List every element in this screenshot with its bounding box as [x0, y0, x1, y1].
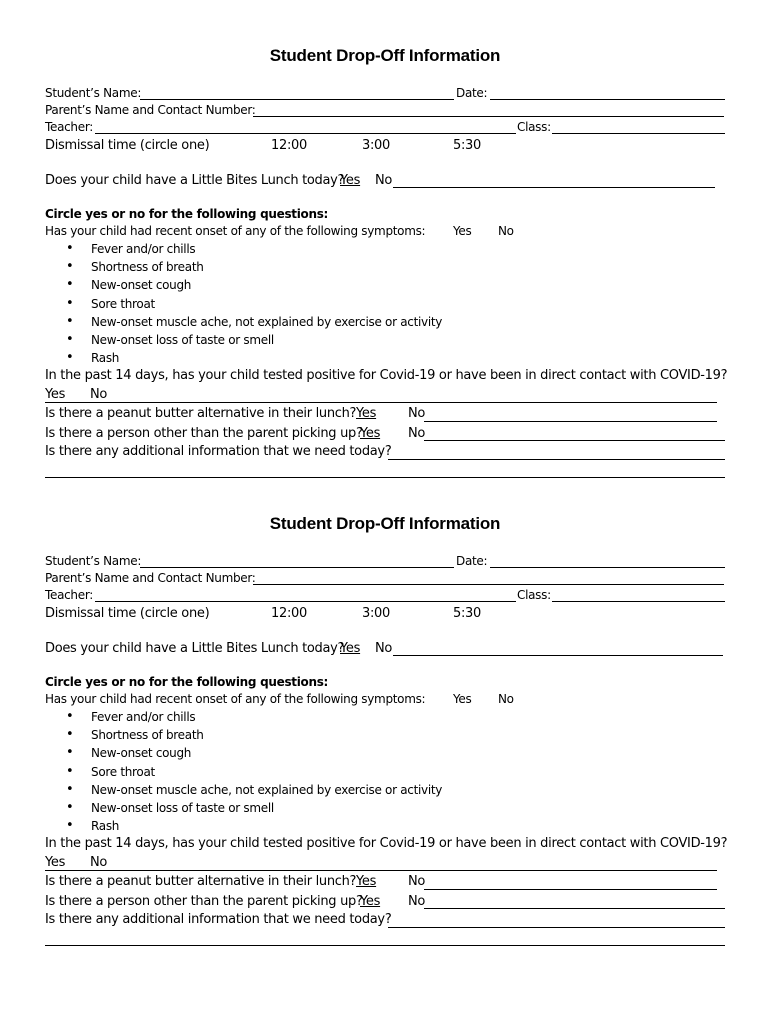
lunch-line [393, 655, 723, 656]
peanut-line [424, 421, 717, 422]
dismissal-option-1200[interactable]: 12:00 [271, 606, 307, 621]
symptom-list [46, 240, 546, 367]
additional-info-question: Is there any additional information that we need today? [45, 444, 392, 459]
symptoms-no-option[interactable]: No [498, 224, 514, 238]
symptoms-question: Has your child had recent onset of any of the following symptoms: [45, 692, 426, 706]
covid-question: In the past 14 days, has your child tested positive for Covid-19 or have been in direct contact with COVID-19? [45, 368, 728, 383]
circle-instruction: Circle yes or no for the following questions: [45, 207, 329, 221]
peanut-yes-option[interactable]: Yes [356, 406, 377, 421]
symptom-item: • New-onset muscle ache, not explained by exercise or activity [46, 313, 546, 331]
class-field[interactable] [552, 133, 725, 134]
lunch-line [393, 187, 715, 188]
lunch-no-option[interactable]: No [375, 173, 393, 188]
date-label: Date: [456, 554, 488, 568]
class-field[interactable] [552, 601, 725, 602]
symptom-item: • Fever and/or chills [46, 240, 546, 258]
peanut-question: Is there a peanut butter alternative in their lunch? [45, 874, 357, 889]
parent-contact-field[interactable] [253, 116, 724, 117]
symptom-item: • Rash [46, 817, 546, 835]
dismissal-option-300[interactable]: 3:00 [362, 138, 390, 153]
pickup-no-option[interactable]: No [408, 426, 426, 441]
additional-info-field-2[interactable] [45, 945, 725, 946]
symptom-item: • New-onset cough [46, 276, 546, 294]
teacher-field[interactable] [95, 601, 516, 602]
parent-contact-label: Parent’s Name and Contact Number: [45, 571, 256, 585]
class-label: Class: [517, 588, 551, 602]
lunch-question: Does your child have a Little Bites Lunch today? [45, 173, 345, 188]
symptom-item: • Rash [46, 349, 546, 367]
pickup-line [424, 440, 725, 441]
class-label: Class: [517, 120, 551, 134]
dismissal-option-530[interactable]: 5:30 [453, 606, 481, 621]
covid-yes-option[interactable]: Yes [45, 855, 66, 870]
symptoms-question: Has your child had recent onset of any of the following symptoms: [45, 224, 426, 238]
peanut-no-option[interactable]: No [408, 406, 426, 421]
symptoms-no-option[interactable]: No [498, 692, 514, 706]
parent-contact-label: Parent’s Name and Contact Number: [45, 103, 256, 117]
circle-instruction: Circle yes or no for the following questions: [45, 675, 329, 689]
additional-info-field[interactable] [388, 927, 725, 928]
dismissal-option-530[interactable]: 5:30 [453, 138, 481, 153]
covid-no-option[interactable]: No [90, 855, 108, 870]
covid-yes-option[interactable]: Yes [45, 387, 66, 402]
student-name-label: Student’s Name: [45, 554, 142, 568]
student-name-label: Student’s Name: [45, 86, 142, 100]
peanut-line [424, 889, 717, 890]
additional-info-question: Is there any additional information that we need today? [45, 912, 392, 927]
additional-info-field[interactable] [388, 459, 725, 460]
lunch-question: Does your child have a Little Bites Lunch today? [45, 641, 345, 656]
date-label: Date: [456, 86, 488, 100]
symptom-item: • Shortness of breath [46, 726, 546, 744]
covid-no-option[interactable]: No [90, 387, 108, 402]
dismissal-option-300[interactable]: 3:00 [362, 606, 390, 621]
dismissal-option-1200[interactable]: 12:00 [271, 138, 307, 153]
pickup-question: Is there a person other than the parent picking up? [45, 426, 363, 441]
peanut-question: Is there a peanut butter alternative in their lunch? [45, 406, 357, 421]
lunch-yes-option[interactable]: Yes [340, 173, 361, 188]
dismissal-label: Dismissal time (circle one) [45, 606, 210, 621]
teacher-label: Teacher: [45, 588, 93, 602]
symptoms-yes-option[interactable]: Yes [453, 224, 472, 238]
date-field[interactable] [490, 99, 725, 100]
student-name-field[interactable] [140, 567, 454, 568]
symptom-item: • New-onset cough [46, 744, 546, 762]
symptom-item: • Shortness of breath [46, 258, 546, 276]
drop-off-form-1 [0, 0, 770, 470]
form-title: Student Drop-Off Information [269, 46, 501, 65]
teacher-label: Teacher: [45, 120, 93, 134]
symptom-item: • New-onset loss of taste or smell [46, 331, 546, 349]
symptom-item: • Sore throat [46, 295, 546, 313]
pickup-no-option[interactable]: No [408, 894, 426, 909]
symptom-item: • New-onset loss of taste or smell [46, 799, 546, 817]
pickup-yes-option[interactable]: Yes [360, 894, 381, 909]
lunch-no-option[interactable]: No [375, 641, 393, 656]
symptom-list [46, 708, 546, 835]
form-title: Student Drop-Off Information [269, 514, 501, 533]
symptom-item: • Fever and/or chills [46, 708, 546, 726]
peanut-yes-option[interactable]: Yes [356, 874, 377, 889]
lunch-yes-option[interactable]: Yes [340, 641, 361, 656]
date-field[interactable] [490, 567, 725, 568]
symptoms-yes-option[interactable]: Yes [453, 692, 472, 706]
covid-question: In the past 14 days, has your child tested positive for Covid-19 or have been in direct contact with COVID-19? [45, 836, 728, 851]
pickup-question: Is there a person other than the parent picking up? [45, 894, 363, 909]
symptom-item: • New-onset muscle ache, not explained by exercise or activity [46, 781, 546, 799]
pickup-yes-option[interactable]: Yes [360, 426, 381, 441]
pickup-line [424, 908, 725, 909]
teacher-field[interactable] [95, 133, 516, 134]
symptom-item: • Sore throat [46, 763, 546, 781]
covid-line [45, 402, 717, 403]
covid-line [45, 870, 717, 871]
parent-contact-field[interactable] [253, 584, 724, 585]
peanut-no-option[interactable]: No [408, 874, 426, 889]
drop-off-form-2 [0, 468, 770, 938]
dismissal-label: Dismissal time (circle one) [45, 138, 210, 153]
student-name-field[interactable] [140, 99, 454, 100]
